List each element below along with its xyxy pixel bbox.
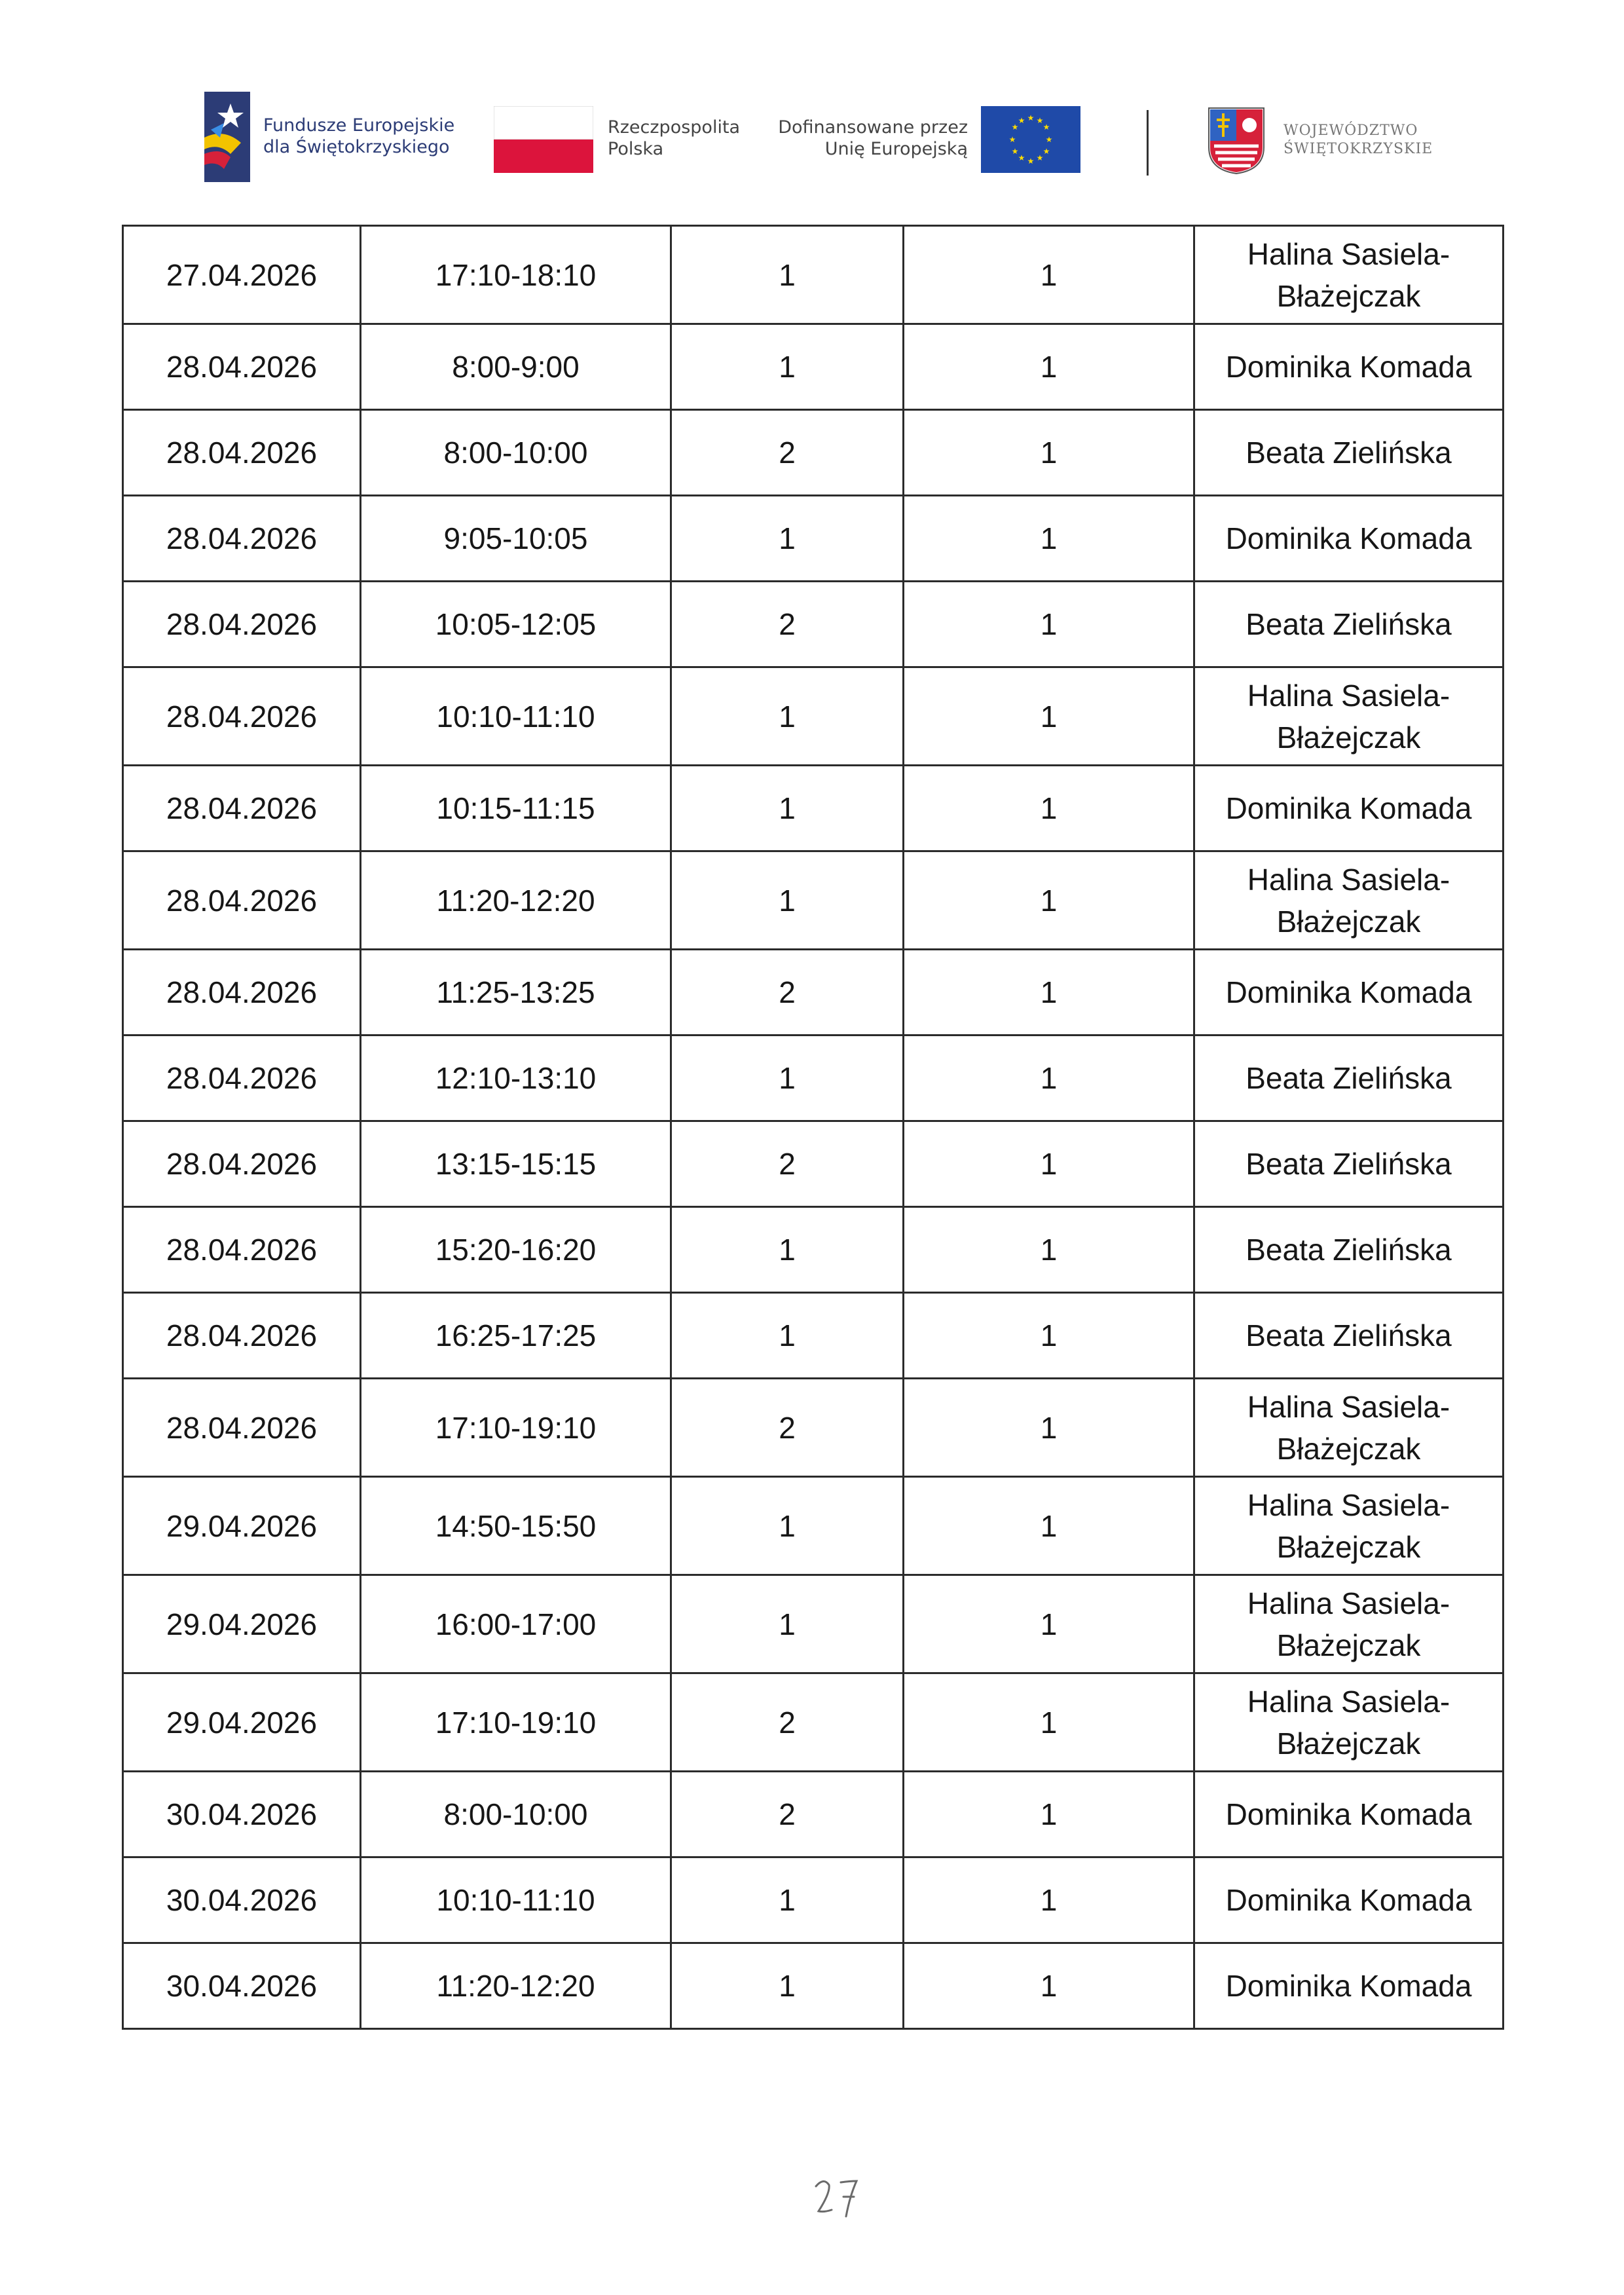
cell-instructor: Halina Sasiela-Błażejczak — [1194, 1673, 1504, 1772]
cell-instructor: Dominika Komada — [1194, 1943, 1504, 2029]
cell-date: 30.04.2026 — [123, 1772, 361, 1857]
table-row — [123, 950, 1504, 1036]
cell-time: 9:05-10:05 — [361, 496, 671, 582]
cell-time: 8:00-10:00 — [361, 1772, 671, 1857]
table-row — [123, 1857, 1504, 1943]
cell-time: 10:10-11:10 — [361, 667, 671, 766]
fe-logo-line2: dla Świętokrzyskiego — [263, 137, 450, 157]
cell-group: 1 — [904, 950, 1194, 1036]
cell-hours: 1 — [671, 667, 904, 766]
cell-hours: 2 — [671, 1772, 904, 1857]
cell-hours: 1 — [671, 1477, 904, 1575]
cell-group: 1 — [904, 324, 1194, 410]
cell-group: 1 — [904, 1943, 1194, 2029]
cell-time: 15:20-16:20 — [361, 1207, 671, 1293]
cell-time: 11:20-12:20 — [361, 851, 671, 950]
cell-date: 30.04.2026 — [123, 1857, 361, 1943]
cell-group: 1 — [904, 226, 1194, 324]
cell-group: 1 — [904, 1477, 1194, 1575]
eu-logo-line2: Unię Europejską — [824, 139, 968, 159]
logo-strip — [0, 0, 1624, 196]
table-row — [123, 1943, 1504, 2029]
cell-hours: 1 — [671, 1943, 904, 2029]
pl-logo-line1: Rzeczpospolita — [608, 117, 741, 138]
cell-hours: 2 — [671, 582, 904, 667]
cell-group: 1 — [904, 410, 1194, 496]
cell-date: 28.04.2026 — [123, 1293, 361, 1379]
fe-logo-icon — [204, 92, 250, 182]
pl-logo-line2: Polska — [608, 139, 664, 159]
cell-instructor: Halina Sasiela-Błażejczak — [1194, 667, 1504, 766]
cell-instructor: Halina Sasiela-Błażejczak — [1194, 851, 1504, 950]
cell-date: 28.04.2026 — [123, 1036, 361, 1121]
svg-text:★: ★ — [1018, 153, 1025, 162]
cell-hours: 2 — [671, 950, 904, 1036]
cell-group: 1 — [904, 1673, 1194, 1772]
cell-group: 1 — [904, 1379, 1194, 1477]
handwritten-page-number-icon — [804, 2173, 870, 2226]
cell-hours: 2 — [671, 1673, 904, 1772]
cell-hours: 2 — [671, 1379, 904, 1477]
cell-date: 29.04.2026 — [123, 1673, 361, 1772]
cell-time: 16:25-17:25 — [361, 1293, 671, 1379]
table-row — [123, 1477, 1504, 1575]
cell-time: 17:10-18:10 — [361, 226, 671, 324]
svg-text:★: ★ — [1008, 135, 1016, 144]
cell-time: 11:20-12:20 — [361, 1943, 671, 2029]
cell-date: 28.04.2026 — [123, 1379, 361, 1477]
cell-hours: 1 — [671, 1857, 904, 1943]
fe-logo-line1: Fundusze Europejskie — [263, 115, 455, 136]
cell-hours: 1 — [671, 1575, 904, 1673]
cell-date: 28.04.2026 — [123, 667, 361, 766]
table-row — [123, 1036, 1504, 1121]
cell-instructor: Beata Zielińska — [1194, 1293, 1504, 1379]
voivodeship-crest-icon — [1208, 107, 1265, 175]
table-row — [123, 1575, 1504, 1673]
eu-flag-icon — [981, 106, 1080, 173]
cell-time: 14:50-15:50 — [361, 1477, 671, 1575]
table-row — [123, 226, 1504, 324]
svg-text:★: ★ — [1027, 113, 1035, 122]
cell-instructor: Dominika Komada — [1194, 496, 1504, 582]
svg-text:★: ★ — [1043, 147, 1050, 156]
schedule-table-body — [123, 226, 1504, 2029]
svg-text:★: ★ — [1018, 116, 1025, 125]
cell-instructor: Dominika Komada — [1194, 324, 1504, 410]
cell-instructor: Dominika Komada — [1194, 950, 1504, 1036]
cell-hours: 1 — [671, 766, 904, 851]
cell-hours: 1 — [671, 496, 904, 582]
cell-instructor: Halina Sasiela-Błażejczak — [1194, 1379, 1504, 1477]
cell-hours: 1 — [671, 324, 904, 410]
table-row — [123, 496, 1504, 582]
cell-time: 16:00-17:00 — [361, 1575, 671, 1673]
cell-date: 28.04.2026 — [123, 496, 361, 582]
svg-text:★: ★ — [1045, 135, 1053, 144]
voivodeship-logo-text — [1283, 122, 1433, 159]
cell-hours: 1 — [671, 226, 904, 324]
cell-time: 10:05-12:05 — [361, 582, 671, 667]
cell-date: 28.04.2026 — [123, 324, 361, 410]
cell-time: 17:10-19:10 — [361, 1673, 671, 1772]
cell-date: 28.04.2026 — [123, 1207, 361, 1293]
table-row — [123, 766, 1504, 851]
svg-text:★: ★ — [1011, 147, 1019, 156]
cell-time: 10:10-11:10 — [361, 1857, 671, 1943]
cell-group: 1 — [904, 496, 1194, 582]
table-row — [123, 667, 1504, 766]
cell-date: 30.04.2026 — [123, 1943, 361, 2029]
cell-instructor: Beata Zielińska — [1194, 410, 1504, 496]
pl-logo-text — [608, 117, 740, 160]
table-row — [123, 1293, 1504, 1379]
table-row — [123, 324, 1504, 410]
eu-logo-text — [778, 117, 968, 160]
cell-time: 13:15-15:15 — [361, 1121, 671, 1207]
cell-time: 8:00-9:00 — [361, 324, 671, 410]
cell-group: 1 — [904, 1857, 1194, 1943]
cell-date: 28.04.2026 — [123, 766, 361, 851]
cell-time: 10:15-11:15 — [361, 766, 671, 851]
cell-group: 1 — [904, 1772, 1194, 1857]
svg-text:★: ★ — [1027, 157, 1035, 166]
cell-group: 1 — [904, 1207, 1194, 1293]
cell-hours: 1 — [671, 851, 904, 950]
svg-text:★: ★ — [1043, 122, 1050, 132]
cell-date: 28.04.2026 — [123, 1121, 361, 1207]
cell-group: 1 — [904, 1036, 1194, 1121]
table-row — [123, 582, 1504, 667]
table-row — [123, 1379, 1504, 1477]
cell-time: 17:10-19:10 — [361, 1379, 671, 1477]
cell-instructor: Dominika Komada — [1194, 1772, 1504, 1857]
cell-instructor: Beata Zielińska — [1194, 1036, 1504, 1121]
cell-date: 28.04.2026 — [123, 410, 361, 496]
cell-date: 27.04.2026 — [123, 226, 361, 324]
schedule-table — [122, 225, 1504, 2030]
cell-hours: 1 — [671, 1036, 904, 1121]
cell-instructor: Beata Zielińska — [1194, 1121, 1504, 1207]
cell-date: 28.04.2026 — [123, 851, 361, 950]
table-row — [123, 1207, 1504, 1293]
eu-logo-line1: Dofinansowane przez — [778, 117, 968, 138]
cell-date: 29.04.2026 — [123, 1575, 361, 1673]
cell-hours: 1 — [671, 1207, 904, 1293]
cell-instructor: Halina Sasiela-Błażejczak — [1194, 226, 1504, 324]
cell-instructor: Dominika Komada — [1194, 1857, 1504, 1943]
cell-date: 29.04.2026 — [123, 1477, 361, 1575]
cell-instructor: Beata Zielińska — [1194, 1207, 1504, 1293]
cell-instructor: Dominika Komada — [1194, 766, 1504, 851]
cell-group: 1 — [904, 1575, 1194, 1673]
table-row — [123, 851, 1504, 950]
logo-separator — [1147, 110, 1149, 176]
cell-time: 8:00-10:00 — [361, 410, 671, 496]
cell-instructor: Beata Zielińska — [1194, 582, 1504, 667]
fe-logo-text — [263, 115, 454, 158]
cell-hours: 2 — [671, 1121, 904, 1207]
polish-flag-icon — [494, 106, 593, 173]
cell-time: 11:25-13:25 — [361, 950, 671, 1036]
voivodeship-logo-line2: ŚWIĘTOKRZYSKIE — [1283, 141, 1433, 157]
cell-group: 1 — [904, 1293, 1194, 1379]
cell-instructor: Halina Sasiela-Błażejczak — [1194, 1575, 1504, 1673]
cell-group: 1 — [904, 851, 1194, 950]
page-number — [804, 2173, 870, 2226]
cell-group: 1 — [904, 582, 1194, 667]
voivodeship-logo-line1: WOJEWÓDZTWO — [1283, 122, 1418, 139]
cell-hours: 1 — [671, 1293, 904, 1379]
svg-text:★: ★ — [1036, 153, 1044, 162]
table-row — [123, 410, 1504, 496]
cell-group: 1 — [904, 1121, 1194, 1207]
cell-time: 12:10-13:10 — [361, 1036, 671, 1121]
table-row — [123, 1121, 1504, 1207]
cell-group: 1 — [904, 667, 1194, 766]
table-row — [123, 1772, 1504, 1857]
cell-group: 1 — [904, 766, 1194, 851]
cell-date: 28.04.2026 — [123, 582, 361, 667]
cell-instructor: Halina Sasiela-Błażejczak — [1194, 1477, 1504, 1575]
table-row — [123, 1673, 1504, 1772]
cell-hours: 2 — [671, 410, 904, 496]
svg-text:★: ★ — [1011, 122, 1019, 132]
svg-text:★: ★ — [1036, 116, 1044, 125]
cell-date: 28.04.2026 — [123, 950, 361, 1036]
